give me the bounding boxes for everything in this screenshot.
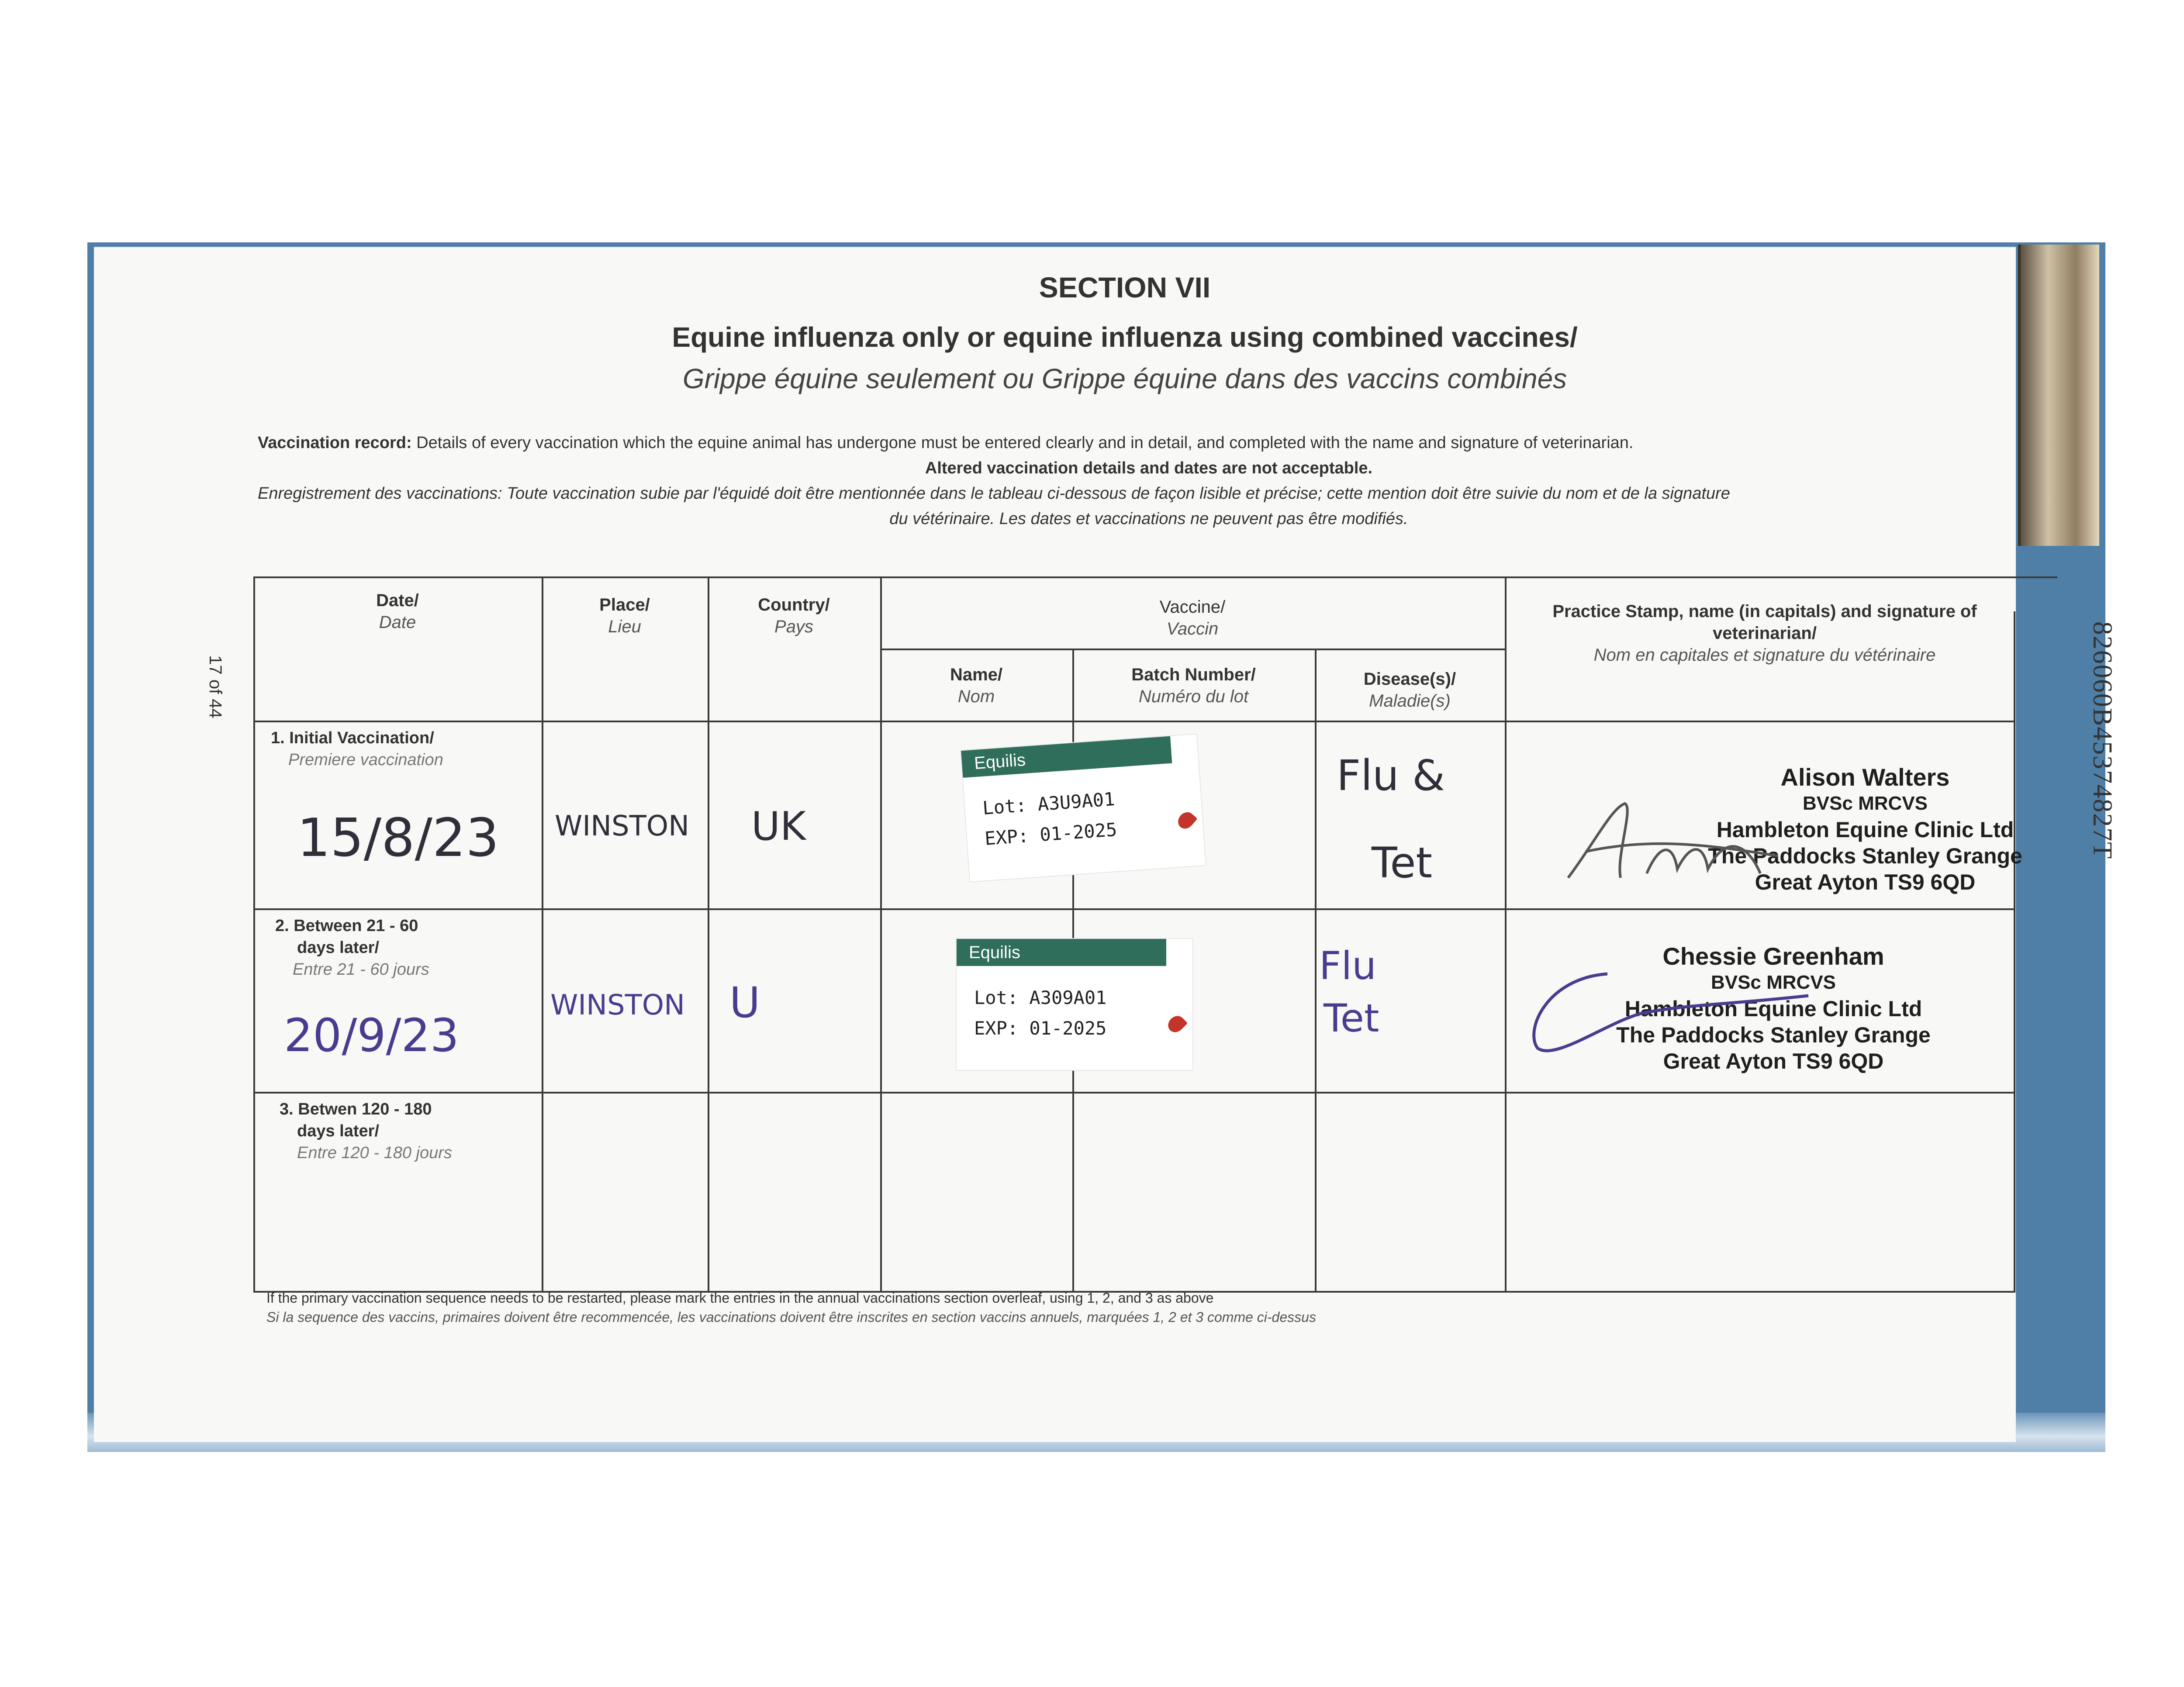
footnote bbox=[266, 1288, 1316, 1327]
row-1-country: UK bbox=[751, 804, 806, 849]
row-2-country: U bbox=[729, 978, 760, 1027]
row-1-signature bbox=[1559, 790, 1804, 891]
sticker-exp: EXP: 01-2025 bbox=[984, 818, 1118, 849]
sticker-logo-icon bbox=[1165, 1013, 1188, 1035]
vaccination-table bbox=[253, 576, 2057, 1293]
intro-french-1: Enregistrement des vaccinations: Toute vaccination subie par l'équidé doit être mentionnée dans le tableau ci-dessous de façon lisible et précise; cette mention doit être suivie du nom et de la signature bbox=[258, 484, 1730, 503]
sticker-lot: Lot: A309A01 bbox=[974, 987, 1107, 1008]
header-practice-stamp: Practice Stamp, name (in capitals) and signature of veterinarian/ Nom en capitales et signature du vétérinaire bbox=[1552, 602, 1977, 665]
row-2-vaccine-sticker bbox=[957, 939, 1192, 1070]
row-2-label: 2. Between 21 - 60 days later/ Entre 21 - 60 jours bbox=[275, 917, 429, 979]
row-1-vaccine-sticker bbox=[961, 735, 1206, 882]
row-1-place: WINSTON bbox=[555, 810, 689, 842]
header-country: Country/ Pays bbox=[758, 595, 830, 636]
row-1-label: 1. Initial Vaccination/ Premiere vaccination bbox=[271, 729, 443, 769]
row-1-stamp: Alison Walters BVSc MRCVS Hambleton Equine Clinic Ltd The Paddocks Stanley Grange Great Ayton TS9 6QD bbox=[1708, 763, 2022, 894]
intro-text bbox=[258, 430, 2040, 531]
intro-lead: Vaccination record: bbox=[258, 434, 412, 452]
row-1-disease-2: Tet bbox=[1372, 838, 1433, 887]
row-1-date: 15/8/23 bbox=[297, 808, 499, 869]
row-2-signature bbox=[1520, 961, 1826, 1066]
title-english: Equine influenza only or equine influenza using combined vaccines/ bbox=[672, 321, 1578, 353]
footnote-english: If the primary vaccination sequence needs to be restarted, please mark the entries in the annual vaccinations section overleaf, using 1, 2, and 3 as above bbox=[266, 1290, 1214, 1306]
header-vaccine: Vaccine/ Vaccin bbox=[1159, 597, 1226, 638]
passport-number: 826060B45374827T bbox=[2087, 621, 2118, 860]
header-diseases: Disease(s)/ Maladie(s) bbox=[1363, 669, 1456, 711]
footnote-french: Si la sequence des vaccins, primaires doivent être recommencée, les vaccinations doivent être inscrites en section vaccins annuels, marquées 1, 2 et 3 comme ci-dessus bbox=[266, 1309, 1316, 1325]
row-2-place: WINSTON bbox=[550, 989, 685, 1021]
header-place: Place/ Lieu bbox=[599, 595, 650, 636]
row-3-label: 3. Betwen 120 - 180 days later/ Entre 120 - 180 jours bbox=[280, 1100, 452, 1162]
intro-french-2: du vétérinaire. Les dates et vaccinations ne peuvent pas être modifiés. bbox=[889, 510, 1408, 528]
row-2-stamp: Chessie Greenham BVSc MRCVS Hambleton Equine Clinic Ltd The Paddocks Stanley Grange Great Ayton TS9 6QD bbox=[1616, 942, 1931, 1073]
row-2-date: 20/9/23 bbox=[284, 1009, 459, 1062]
sticker-lot: Lot: A3U9A01 bbox=[981, 788, 1116, 819]
header-vaccine-name: Name/ Nom bbox=[950, 665, 1003, 706]
row-1-disease-1: Flu & bbox=[1337, 751, 1445, 800]
sticker-logo-icon bbox=[1175, 809, 1198, 831]
sticker-brand: Equilis bbox=[961, 736, 1172, 778]
header-date: Date/ Date bbox=[376, 591, 419, 632]
intro-altered-warning: Altered vaccination details and dates are not acceptable. bbox=[925, 459, 1373, 477]
page-number: 17 of 44 bbox=[205, 655, 225, 718]
title-french: Grippe équine seulement ou Grippe équine dans des vaccins combinés bbox=[682, 363, 1567, 394]
section-title: SECTION VII bbox=[1039, 271, 1211, 304]
row-2-disease-1: Flu bbox=[1319, 943, 1376, 988]
sticker-brand: Equilis bbox=[957, 939, 1166, 966]
header-batch-number: Batch Number/ Numéro du lot bbox=[1131, 665, 1256, 706]
intro-english: Details of every vaccination which the equine animal has undergone must be entered clearly and in detail, and completed with the name and signature of veterinarian. bbox=[416, 434, 1634, 452]
sticker-exp: EXP: 01-2025 bbox=[974, 1018, 1107, 1039]
row-2-disease-2: Tet bbox=[1324, 996, 1379, 1041]
